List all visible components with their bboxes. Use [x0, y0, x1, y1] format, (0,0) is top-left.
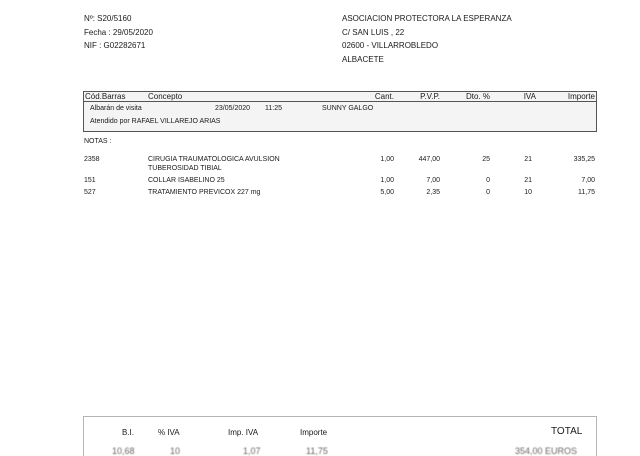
row-2-qty: 1,00 [380, 177, 394, 184]
row-2-iva: 21 [524, 177, 532, 184]
recipient-street: C/ SAN LUIS , 22 [342, 28, 405, 37]
row-1-dto: 25 [482, 156, 490, 163]
row-2-importe: 7,00 [581, 177, 595, 184]
notes-label: NOTAS : [84, 138, 112, 145]
row-1-iva: 21 [524, 156, 532, 163]
row-1-concept-line2: TUBEROSIDAD TIBIAL [148, 165, 222, 172]
recipient-province: ALBACETE [342, 55, 384, 64]
footer-total-value: 354,00 EUROS [515, 446, 578, 456]
row-3-concept: TRATAMIENTO PREVICOX 227 mg [148, 189, 261, 196]
row-3-code: 527 [84, 189, 96, 196]
footer-bi-value: 10,68 [112, 446, 135, 456]
recipient-city: 02600 - VILLARROBLEDO [342, 41, 439, 50]
row-2-code: 151 [84, 177, 96, 184]
row-2-concept: COLLAR ISABELINO 25 [148, 177, 225, 184]
invoice-number: Nº: S20/5160 [84, 14, 132, 23]
invoice-nif: NIF : G02282671 [84, 41, 146, 50]
col-header-qty: Cant. [374, 92, 394, 101]
visit-patient: SUNNY GALGO [322, 105, 374, 112]
footer-imp-iva-value: 1,07 [243, 446, 261, 456]
col-header-code: Cód.Barras [85, 92, 126, 101]
row-1-pvp: 447,00 [418, 156, 440, 163]
col-header-importe: Importe [567, 92, 595, 101]
col-header-concept: Concepto [148, 92, 183, 101]
row-3-importe: 11,75 [578, 189, 595, 196]
row-3-iva: 10 [524, 189, 532, 196]
footer-importe-value: 11,75 [306, 446, 328, 456]
row-1-code: 2358 [84, 156, 100, 163]
footer-pct-iva-value: 10 [170, 446, 181, 456]
recipient-name: ASOCIACION PROTECTORA LA ESPERANZA [342, 14, 512, 23]
footer-importe-label: Importe [300, 428, 328, 437]
row-3-qty: 5,00 [380, 189, 394, 196]
row-1-concept: CIRUGIA TRAUMATOLOGICA AVULSION [148, 156, 280, 163]
row-2-pvp: 7,00 [426, 177, 440, 184]
visit-attended-by: Atendido por RAFAEL VILLAREJO ARIAS [90, 118, 221, 125]
header-divider [83, 101, 597, 102]
invoice-date: Fecha : 29/05/2020 [84, 28, 153, 37]
footer-total-label: TOTAL [551, 426, 583, 437]
visit-date: 23/05/2020 [215, 105, 251, 112]
row-1-qty: 1,00 [380, 156, 394, 163]
footer-imp-iva-label: Imp. IVA [228, 428, 259, 437]
col-header-pvp: P.V.P. [420, 92, 440, 101]
row-3-dto: 0 [486, 189, 490, 196]
row-3-pvp: 2,35 [426, 189, 440, 196]
visit-label: Albarán de visita [90, 105, 142, 112]
footer-pct-iva-label: % IVA [158, 428, 180, 437]
row-2-dto: 0 [486, 177, 490, 184]
row-1-importe: 335,25 [573, 156, 595, 163]
col-header-dto: Dto. % [465, 92, 490, 101]
footer-bi-label: B.I. [122, 428, 135, 437]
visit-time: 11:25 [265, 105, 282, 112]
col-header-iva: IVA [523, 92, 536, 101]
